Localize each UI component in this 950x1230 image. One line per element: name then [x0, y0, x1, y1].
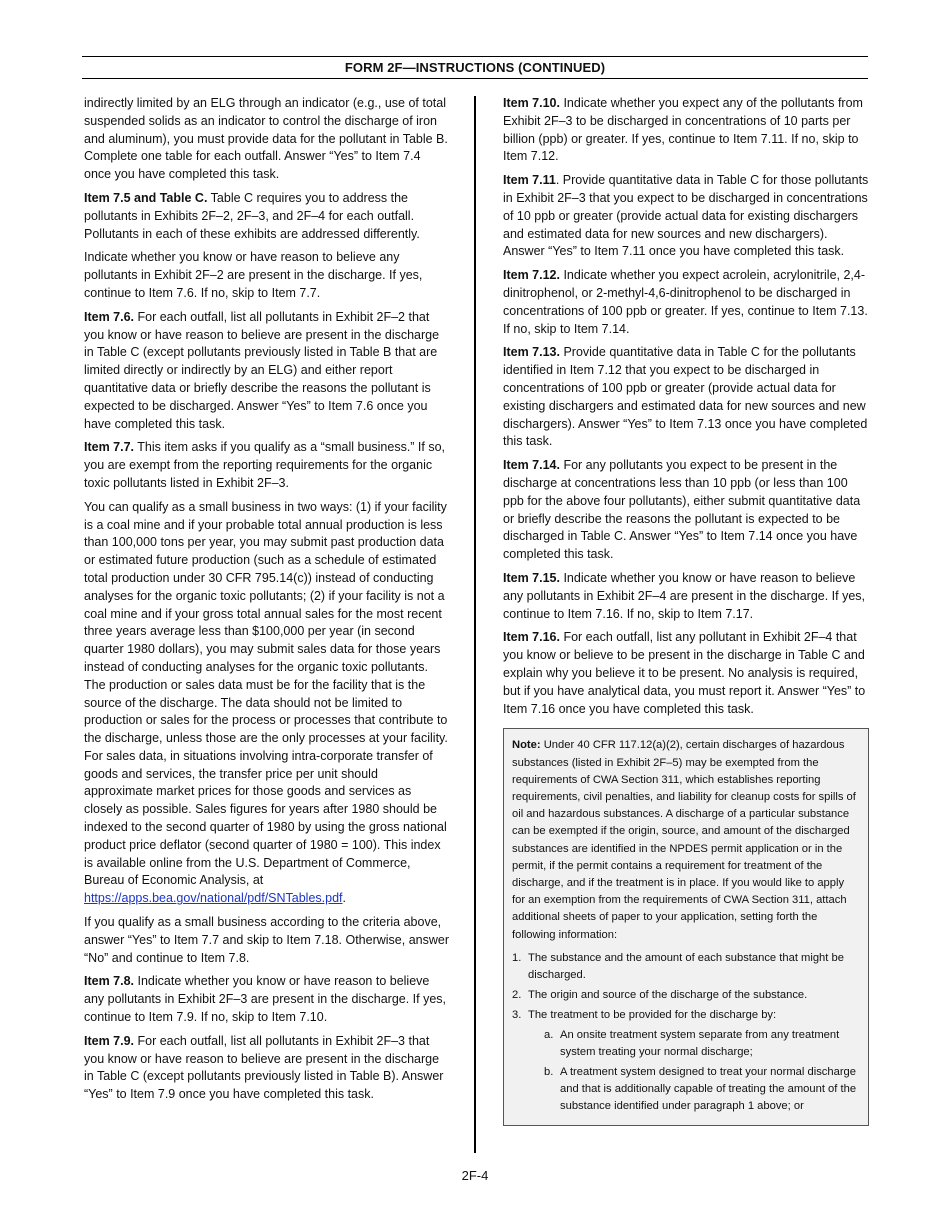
left-column — [84, 95, 450, 1110]
item-label: Item 7.15. — [503, 570, 560, 585]
note-list-item: 1. The substance and the amount of each substance that might be discharged. — [512, 951, 844, 981]
bea-sntables-link[interactable]: https://apps.bea.gov/national/pdf/SNTables.pdf — [84, 891, 343, 906]
page-number: 2F-4 — [461, 1168, 489, 1183]
note-list-item: 2. The origin and source of the discharge of the substance. — [512, 989, 808, 1002]
item-label: Item 7.9. — [84, 1033, 135, 1048]
column-divider — [474, 96, 476, 1153]
item-label: Item 7.8. — [84, 974, 135, 989]
note-list — [512, 950, 860, 1116]
item-7-7: Item 7.7. This item asks if you qualify as a “small business.” If so, you are exempt from the reporting requirements for the organic toxic pollutants listed in Exhibit 2F–3. — [84, 440, 446, 490]
note-box — [503, 728, 869, 1125]
header-rule-bottom — [82, 78, 868, 79]
item-7-14: Item 7.14. For any pollutants you expect to be present in the discharge at concentrations less than 10 ppb (or less than 100 ppb for the above four pollutants), either submit quantitative data or briefly describe the reasons the pollutant is expected to be discharged in Table C. Answer “Yes” to Item 7.14 once you have completed this task. — [503, 458, 861, 562]
item-7-12: Item 7.12. Indicate whether you expect acrolein, acrylonitrile, 2,4-dinitrophenol, or 2-methyl-4,6-dinitrophenol to be discharged in concentrations of 100 ppb or greater. If yes, continue to Item 7.13. If no, skip to Item 7.14. — [503, 268, 868, 336]
paragraph-small-business-answer: If you qualify as a small business according to the criteria above, answer “Yes” to Item 7.7 and skip to Item 7.18. Otherwise, answer “No” and continue to Item 7.8. — [84, 915, 449, 965]
note-sublist-item: b. A treatment system designed to treat your normal discharge and that is additionally capable of treating the amount of the substance identified under paragraph 1 above; or — [544, 1065, 857, 1113]
note-list-item: 3. The treatment to be provided for the discharge by: a. An onsite treatment system separate from any treatment system treating your normal discharge; b. A treatment system designed to treat your normal discharge and that is additionally capable of treating the amount of the substance identified under paragraph 1 above; or — [512, 1007, 860, 1115]
header-rule-top — [82, 56, 868, 57]
item-7-9: Item 7.9. For each outfall, list all pollutants in Exhibit 2F–3 that you know or have reason to believe are present in the discharge in Table C (except pollutants previously listed in Table B). Answer “Yes” to Item 7.9 once you have completed this task. — [84, 1033, 444, 1102]
item-label: Item 7.16. — [503, 630, 560, 645]
item-7-15: Item 7.15. Indicate whether you know or have reason to believe any pollutants in Exhibit 2F–4 are present in the discharge. If yes, continue to Item 7.16. If no, skip to Item 7.17. — [503, 570, 866, 621]
item-label: Item 7.12. — [503, 268, 560, 283]
item-7-8: Item 7.8. Indicate whether you know or have reason to believe any pollutants in Exhibit 2F–3 are present in the discharge. If yes, continue to Item 7.9. If no, skip to Item 7.10. — [84, 974, 447, 1025]
note-text: Note: Under 40 CFR 117.12(a)(2), certain discharges of hazardous substances (listed in Exhibit 2F–5) may be exempted from the requirements of CWA Section 311, which establishes reporting requirements, civil penalties, and liability for cleanup costs for spills of oil and hazardous substances. A discharge of a particular substance can be exempted if the origin, source, and amount of the discharged substances are identified in the NPDES permit application or in the permit, if the permit contains a requirement for treatment of the discharge, and if the treatment is in place. If you would like to apply for an exemption from the requirements of CWA Section 311, attach additional sheets of paper to your application, setting forth the following information: — [512, 739, 856, 941]
item-label: Item 7.5 and Table C. — [84, 190, 208, 205]
note-sublist-item: a. An onsite treatment system separate from any treatment system treating your normal discharge; — [544, 1028, 840, 1058]
note-label: Note: — [512, 739, 541, 752]
paragraph-small-business: You can qualify as a small business in two ways: (1) if your facility is a coal mine and if your probable total annual production is less than 100,000 tons per year, you may submit past production data or estimated future production (such as a schedule of estimated total production under 30 CFR 795.14(c)) instead of conducting analyses for the organic toxic pollutants; (2) if your facility is not a coal mine and if your gross total annual sales for the most recent three years average less than $100,000 per year (in second quarter 1980 dollars), you may submit sales data for those years instead of conducting analyses for the organic toxic pollutants. The production or sales data must be for the facility that is the source of the discharge. The data should not be limited to production or sales for the process or processes that contribute to the discharge, unless those are the only processes at your facility. For sales data, in situations involving intra-corporate transfer of goods and services, the transfer price per unit should approximate market prices for those goods and services as closely as possible. Sales figures for years after 1980 should be indexed to the second quarter of 1980 by using the gross national product price deflator (second quarter of 1980 = 100). This index is available online from the U.S. Department of Commerce, Bureau of Economic Analysis, at https://apps.bea.gov/national/pdf/SNTables.pdf. — [84, 499, 448, 906]
right-column — [503, 95, 869, 1126]
paragraph-exhibit-2f2: Indicate whether you know or have reason to believe any pollutants in Exhibit 2F–2 are present in the discharge. If yes, continue to Item 7.6. If no, skip to Item 7.7. — [84, 250, 423, 300]
page-header-title: FORM 2F—INSTRUCTIONS (CONTINUED) — [344, 60, 606, 75]
item-label: Item 7.6. — [84, 309, 135, 324]
item-label: Item 7.14. — [503, 458, 560, 473]
item-label: Item 7.11 — [503, 173, 556, 188]
item-label: Item 7.7. — [84, 440, 135, 455]
note-sublist — [528, 1027, 860, 1116]
item-label: Item 7.10. — [503, 96, 560, 110]
item-7-6: Item 7.6. For each outfall, list all pollutants in Exhibit 2F–2 that you know or have reason to believe are present in the discharge in Table C (except pollutants previously listed in Table B that are limited directly or indirectly by an ELG) and either report quantitative data or briefly describe the reasons the pollutant is expected to be discharged. Answer “Yes” to Item 7.6 once you have completed this task. — [84, 309, 440, 431]
item-7-10: Item 7.10. Indicate whether you expect any of the pollutants from Exhibit 2F–3 to be discharged in concentrations of 10 parts per billion (ppb) or greater. If yes, continue to Item 7.11. If no, skip to Item 7.12. — [503, 96, 863, 164]
item-7-11: Item 7.11. Provide quantitative data in Table C for those pollutants in Exhibit 2F–3 that you expect to be discharged in concentrations of 10 ppb or greater (provide actual data for existing dischargers and estimated data for new sources and new dischargers). Answer “Yes” to Item 7.11 once you have completed this task. — [503, 173, 869, 259]
item-7-13: Item 7.13. Provide quantitative data in Table C for the pollutants identified in Item 7.12 that you expect to be discharged in concentrations of 100 ppb or greater (provide actual data for existing dischargers and estimated data for new sources and new dischargers). Answer “Yes” to Item 7.13 once you have completed this task. — [503, 345, 868, 449]
item-label: Item 7.13. — [503, 345, 560, 360]
item-7-16: Item 7.16. For each outfall, list any pollutant in Exhibit 2F–4 that you know or believe to be present in the discharge in Table C and explain why you believe it to be present. No analysis is required, but if you have analytical data, you must report it. Answer “Yes” to Item 7.16 once you have completed this task. — [503, 630, 866, 716]
paragraph-table-b-continued: indirectly limited by an ELG through an indicator (e.g., use of total suspended solids as an indicator to control the discharge of iron and aluminum), you must provide data for the pollutant in Table B. Complete one table for each outfall. Answer “Yes” to Item 7.4 once you have completed this task. — [84, 96, 448, 182]
item-7-5: Item 7.5 and Table C. Table C requires you to address the pollutants in Exhibits 2F–2, 2F–3, and 2F–4 for each outfall. Pollutants in each of these exhibits are addressed differently. — [84, 190, 420, 241]
